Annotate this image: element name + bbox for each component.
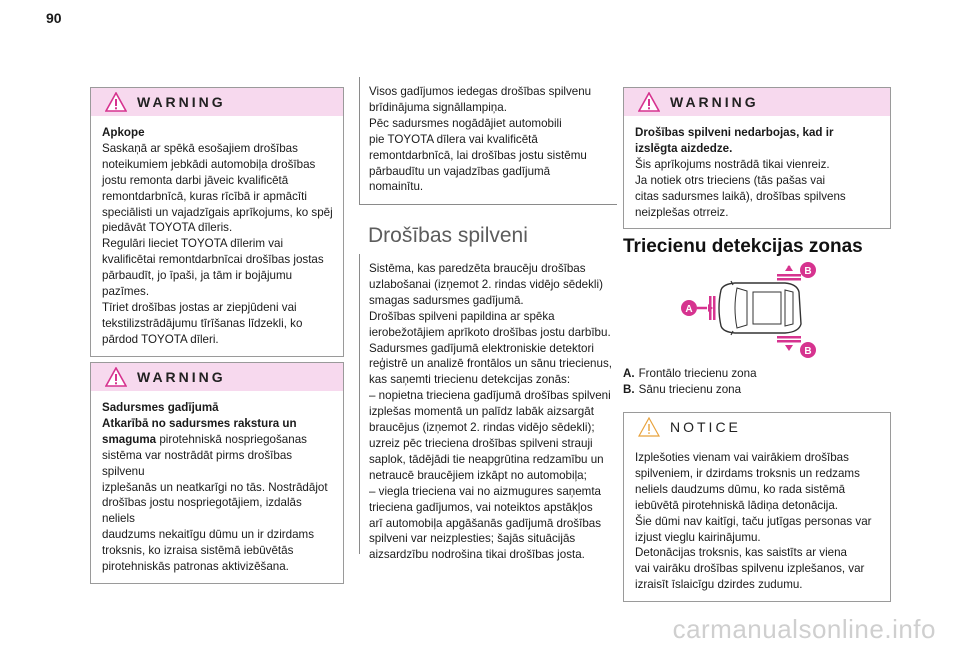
- text-line: Saskaņā ar spēkā esošajiem drošības: [102, 141, 298, 155]
- text-line: spilveniem, ir dzirdams troksnis un redzams: [635, 466, 860, 480]
- warning-box-collision: [90, 362, 344, 584]
- text-line: arī automobiļa apgāšanās gadījumā drošības: [369, 516, 602, 530]
- warning-line-rest: pirotehniskā nospriegošanas: [156, 432, 307, 446]
- zone-badge-b-top: [800, 262, 816, 278]
- text-line: troksnis, ko izraisa sistēmā iebūvētās: [102, 544, 294, 558]
- text-line: smagas sadursmes gadījumā.: [369, 293, 524, 307]
- watermark: carmanualsonline.info: [672, 614, 936, 644]
- text-line: Visos gadījumos iedegas drošības spilvenu: [369, 85, 592, 98]
- text-line: Ja notiek otrs trieciens (tās pašas vai: [635, 173, 826, 187]
- text-line: pirotehniskās patronas aktivizēšana.: [102, 560, 289, 574]
- text-line: brīdinājuma signāllampiņa.: [369, 100, 507, 114]
- warning-triangle-icon: [105, 367, 127, 387]
- detection-zones-diagram: [673, 258, 823, 358]
- text-line: sistēma var nostrādāt pirms drošības spilvenu: [102, 448, 293, 478]
- text-line: Drošības spilveni papildina ar spēka: [369, 309, 555, 323]
- text-line: kas saņemti triecienu detekcijas zonās:: [369, 373, 571, 387]
- text-line: netraucē braucējiem izkāpt no automobiļa;: [369, 468, 587, 482]
- warning-title: WARNING: [137, 369, 226, 385]
- text-line: izplešas momentā un palīdz labāk aizsargāt: [369, 405, 594, 419]
- warning-bold-line: izslēgta aizdedze.: [635, 141, 733, 155]
- zone-badge-a: [681, 300, 697, 316]
- text-line: pārbaudītu un vajadzības gadījumā: [369, 164, 551, 178]
- text-line: remontdarbnīcā, kuras rīcībā ir apmācīti: [102, 189, 307, 203]
- text-line: pārbaudīt, jo īpaši, ja tām ir bojājumu: [102, 269, 293, 283]
- legend-item-b: B. Sānu triecienu zona: [623, 383, 742, 396]
- zone-label-b: B: [804, 346, 812, 357]
- text-line: ierobežotājiem aprīkoto drošības jostu darbību.: [369, 325, 611, 339]
- notice-body: [624, 441, 890, 601]
- warning-triangle-icon: [638, 92, 660, 112]
- text-line: aizsardzību nodrošina tikai drošības josta.: [369, 548, 585, 562]
- zone-label-b: B: [804, 266, 812, 277]
- zones-legend: [623, 366, 757, 398]
- text-line: citas sadursmes laikā), drošības spilvens: [635, 189, 846, 203]
- airbags-text: [369, 261, 621, 563]
- warning-bold-word: smaguma: [102, 432, 157, 446]
- warning-heading: Sadursmes gadījumā: [102, 401, 219, 414]
- warning-text: [635, 157, 882, 221]
- warning-header: [91, 88, 343, 116]
- text-line: kvalificētai remontdarbnīcai drošības jostas: [102, 253, 324, 267]
- text-line: braucējus (izņemot 2. rindas vidējo sēdekli);: [369, 421, 595, 435]
- text-line: Pēc sadursmes nogādājiet automobili: [369, 116, 562, 130]
- text-line: Izplešoties vienam vai vairākiem drošības: [635, 451, 849, 464]
- text-line: speciālisti un vajadzīgais aprīkojums, ko spēj: [102, 205, 333, 219]
- section-title-detection-zones: Triecienu detekcijas zonas: [623, 236, 863, 257]
- notice-header: [624, 413, 890, 441]
- text-line: uzlabošanai (izņemot 2. rindas vidējo sēdekli): [369, 277, 603, 291]
- zone-label-a: A: [685, 304, 693, 315]
- section-title-airbags: Drošības spilveni: [368, 224, 528, 247]
- text-line: tekstilizstrādājumu tīrīšanas līdzekli, ko: [102, 316, 303, 330]
- text-line: jostu remonta darbi jāveic kvalificētā: [102, 173, 289, 187]
- warning-header: [91, 363, 343, 391]
- text-line: drošības jostu nospriegotājiem, izdalās neliels: [102, 496, 302, 526]
- text-line: Regulāri lieciet TOYOTA dīlerim vai: [102, 237, 284, 251]
- warning-body: [91, 391, 343, 583]
- notice-box: [623, 412, 891, 602]
- car-top-view-icon: [719, 281, 801, 335]
- column-divider: [359, 254, 360, 554]
- zone-badge-b-bottom: [800, 342, 816, 358]
- warning-body: [624, 116, 890, 228]
- side-zone-marks-top: [777, 265, 801, 281]
- warning-mixed-line: [102, 432, 335, 448]
- notice-triangle-icon: [638, 417, 660, 437]
- text-line: – viegla trieciena vai no aizmugures saņemta: [369, 484, 601, 498]
- text-line: izraisīt īslaicīgu dzirdes zudumu.: [635, 578, 803, 592]
- text-line: pie TOYOTA dīlera vai kvalificētā: [369, 132, 538, 146]
- text-line: – nopietna trieciena gadījumā drošības spilveni: [369, 389, 611, 403]
- warning-text: [102, 141, 335, 348]
- text-line: saplok, tādējādi tie neapgrūtina redzamību un: [369, 452, 604, 466]
- text-line: remontdarbnīcā, lai drošības jostu sistēmu: [369, 148, 587, 162]
- warning-bold-line: Atkarībā no sadursmes rakstura un: [102, 416, 297, 430]
- warning-body: [91, 116, 343, 356]
- notice-text: [635, 450, 882, 593]
- frontal-zone-marks: [697, 296, 716, 320]
- text-line: neliels daudzums dūmu, ko rada sistēmā: [635, 482, 846, 496]
- text-line: iebūvētā pirotehniskā lādiņa detonācija.: [635, 498, 839, 512]
- text-line: izjust vieglu kairinājumu.: [635, 530, 761, 544]
- text-line: Detonācijas troksnis, kas saistīts ar viena: [635, 546, 847, 560]
- text-line: Sistēma, kas paredzēta braucēju drošības: [369, 262, 586, 275]
- text-line: Šie dūmi nav kaitīgi, taču jutīgas personas var: [635, 514, 872, 528]
- page-number: 90: [46, 10, 62, 26]
- continued-text: [369, 84, 619, 195]
- warning-box-maintenance: [90, 87, 344, 357]
- text-line: daudzums nekaitīgu dūmu un ir dzirdams: [102, 528, 315, 542]
- text-line: vai vairāku drošības spilvenu izplešanos, var: [635, 562, 865, 576]
- warning-box-ignition: [623, 87, 891, 229]
- text-line: uzreiz pēc trieciena drošības spilveni strauji: [369, 436, 593, 450]
- text-line: nomainītu.: [369, 180, 424, 194]
- airbag-warning-continued: [369, 84, 619, 195]
- warning-header: [624, 88, 890, 116]
- text-line: neizplešas otrreiz.: [635, 205, 729, 219]
- text-line: reģistrē un analizē frontālos un sānu triecienus,: [369, 357, 612, 371]
- text-line: spilveni var neizplesties; šajās situācijās: [369, 532, 576, 546]
- text-line: noteikumiem jebkādi automobiļa drošības: [102, 157, 316, 171]
- notice-title: NOTICE: [670, 419, 741, 435]
- column-divider: [359, 77, 360, 204]
- text-line: Šis aprīkojums nostrādā tikai vienreiz.: [635, 157, 830, 171]
- warning-bold-line: Drošības spilveni nedarbojas, kad ir: [635, 126, 834, 139]
- warning-title: WARNING: [670, 94, 759, 110]
- box-bottom-rule: [359, 204, 617, 205]
- warning-text: [102, 448, 335, 575]
- airbags-body: [369, 261, 621, 563]
- warning-heading: Apkope: [102, 126, 145, 139]
- legend-item-a: A. Frontālo triecienu zona: [623, 367, 757, 380]
- warning-title: WARNING: [137, 94, 226, 110]
- side-zone-marks-bottom: [777, 336, 801, 351]
- text-line: Sadursmes gadījumā elektroniskie detektori: [369, 341, 594, 355]
- text-line: trieciena gadījumos, vai noteiktos apstākļos: [369, 500, 593, 514]
- text-line: pārdod TOYOTA dīleri.: [102, 332, 219, 346]
- text-line: izplešanās un neatkarīgi no tās. Nostrādājot: [102, 480, 328, 494]
- text-line: Tīriet drošības jostas ar ziepjūdeni vai: [102, 300, 297, 314]
- warning-triangle-icon: [105, 92, 127, 112]
- text-line: piedāvāt TOYOTA dīleris.: [102, 221, 233, 235]
- text-line: pazīmes.: [102, 285, 150, 299]
